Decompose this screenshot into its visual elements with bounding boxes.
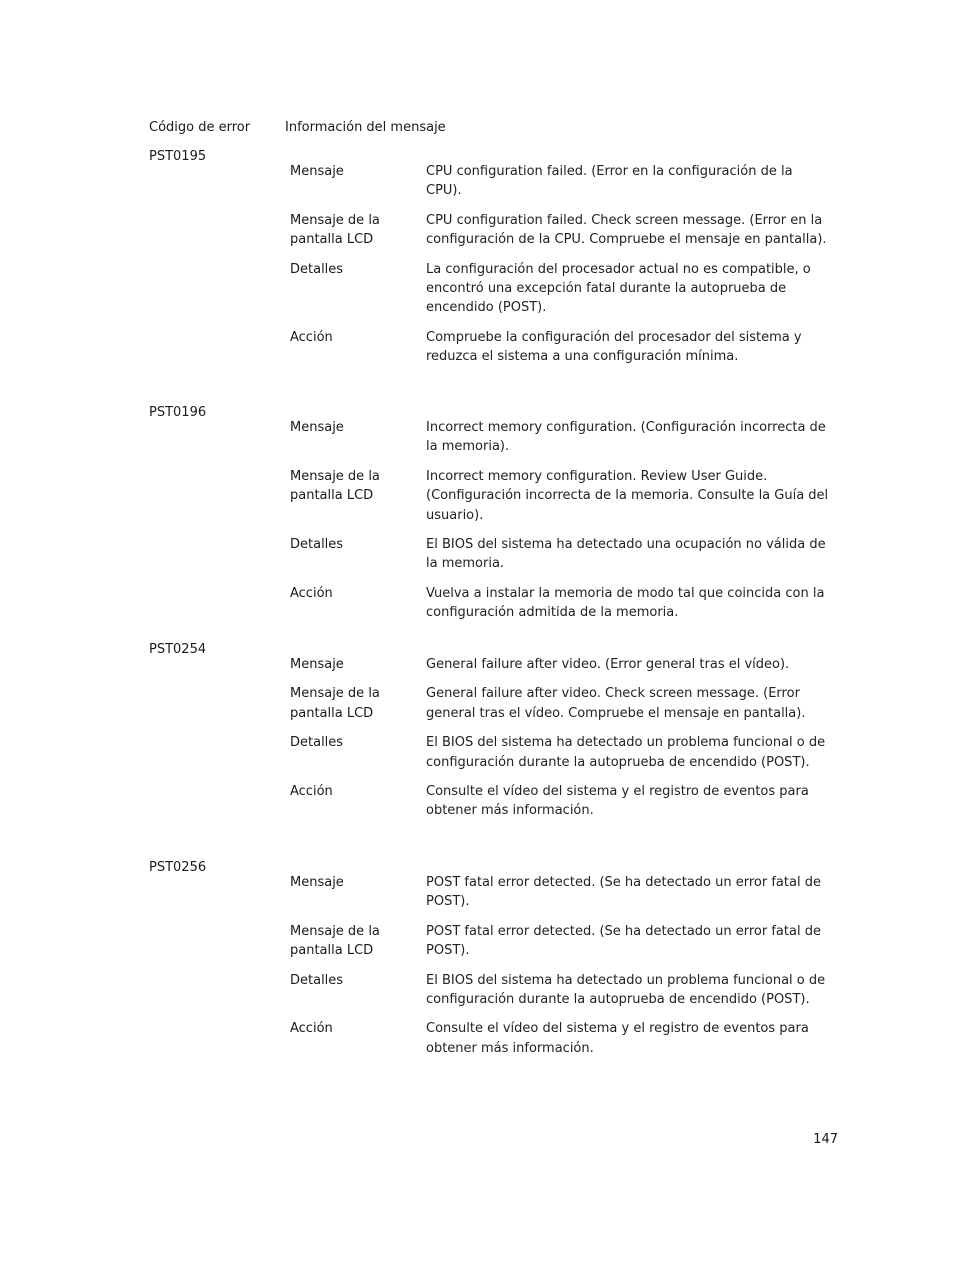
row-label: Mensaje [290, 164, 344, 179]
message-info-rows [290, 418, 835, 623]
info-row-details [290, 971, 835, 1010]
row-value: General failure after video. Check screen message. (Error general tras el vídeo. Compruebe el mensaje en pantalla). [426, 686, 806, 721]
row-value: POST fatal error detected. (Se ha detectado un error fatal de POST). [426, 875, 821, 910]
header-error-code: Código de error [149, 120, 251, 135]
row-label: Mensaje [290, 657, 344, 672]
row-label: Acción [290, 1021, 333, 1037]
page-number: 147 [813, 1132, 838, 1147]
info-row-message [290, 418, 835, 457]
info-row-message [290, 655, 835, 674]
row-label: Acción [290, 329, 333, 345]
row-value: El BIOS del sistema ha detectado un problema funcional o de configuración durante la autoprueba de encendido (POST). [426, 972, 826, 1008]
error-code: PST0254 [149, 642, 207, 657]
error-code: PST0256 [149, 860, 207, 875]
row-value: Vuelva a instalar la memoria de modo tal que coincida con la configuración admitida de la memoria. [426, 585, 825, 621]
info-row-message [290, 873, 835, 912]
message-info-rows [290, 873, 835, 1058]
info-row-lcd-message [290, 922, 835, 961]
row-label: Detalles [290, 972, 344, 988]
info-row-details [290, 260, 835, 318]
row-label: Mensaje de la pantalla LCD [290, 686, 380, 721]
row-label: Mensaje [290, 420, 344, 435]
row-value: General failure after video. (Error general tras el vídeo). [426, 657, 790, 672]
row-label: Detalles [290, 537, 344, 553]
row-label: Acción [290, 784, 333, 800]
row-label: Acción [290, 585, 333, 601]
row-label: Mensaje de la pantalla LCD [290, 923, 380, 959]
info-row-details [290, 733, 835, 772]
message-info-rows [290, 655, 835, 821]
info-row-lcd-message [290, 684, 835, 723]
error-code: PST0196 [149, 405, 207, 420]
info-row-lcd-message [290, 211, 835, 250]
header-message-info: Información del mensaje [285, 120, 446, 135]
row-value: Consulte el vídeo del sistema y el registro de eventos para obtener más información. [426, 1021, 809, 1056]
message-info-rows [290, 162, 835, 367]
row-label: Detalles [290, 735, 344, 751]
row-value: POST fatal error detected. (Se ha detectado un error fatal de POST). [426, 923, 821, 959]
row-value: El BIOS del sistema ha detectado una ocupación no válida de la memoria. [426, 537, 826, 572]
row-label: Mensaje [290, 875, 344, 890]
row-value: Incorrect memory configuration. Review User Guide. (Configuración incorrecta de la memoria. Consulte la Guía del usuario). [426, 468, 829, 523]
info-row-action [290, 584, 835, 623]
info-row-message [290, 162, 835, 201]
row-value: CPU configuration failed. (Error en la configuración de la CPU). [426, 164, 793, 199]
row-label: Mensaje de la pantalla LCD [290, 468, 380, 504]
row-value: La configuración del procesador actual no es compatible, o encontró una excepción fatal durante la autoprueba de encendido (POST). [426, 261, 811, 316]
row-value: El BIOS del sistema ha detectado un problema funcional o de configuración durante la autoprueba de encendido (POST). [426, 735, 826, 770]
info-row-action [290, 782, 835, 821]
row-value: Consulte el vídeo del sistema y el registro de eventos para obtener más información. [426, 784, 809, 819]
row-label: Detalles [290, 261, 344, 277]
row-value: CPU configuration failed. Check screen message. (Error en la configuración de la CPU. Compruebe el mensaje en pantalla). [426, 212, 827, 248]
table-header [149, 120, 849, 140]
info-row-action [290, 328, 835, 367]
error-code: PST0195 [149, 149, 207, 164]
info-row-details [290, 535, 835, 574]
info-row-lcd-message [290, 467, 835, 525]
row-value: Incorrect memory configuration. (Configuración incorrecta de la memoria). [426, 420, 826, 455]
row-value: Compruebe la configuración del procesador del sistema y reduzca el sistema a una configuración mínima. [426, 329, 802, 365]
row-label: Mensaje de la pantalla LCD [290, 212, 380, 248]
info-row-action [290, 1019, 835, 1058]
